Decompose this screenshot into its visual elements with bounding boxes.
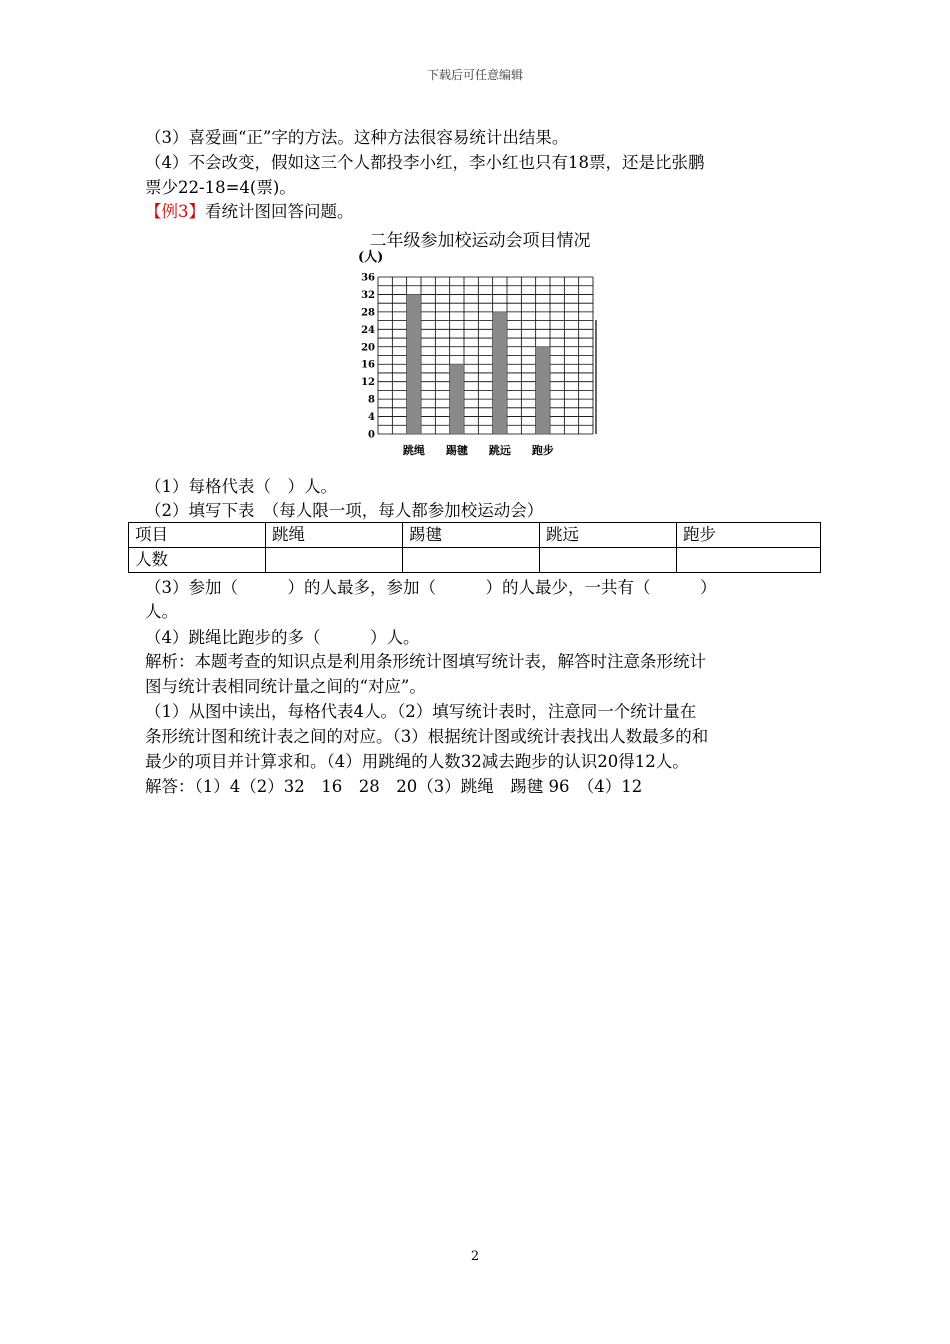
example-tag: 【例3】 xyxy=(145,202,205,221)
y-tick-label: 0 xyxy=(368,429,375,441)
y-tick-label: 8 xyxy=(368,394,375,406)
x-tick-label: 跳绳 xyxy=(402,444,425,457)
y-axis-label: (人) xyxy=(358,250,384,265)
table-cell: 人数 xyxy=(129,548,266,573)
analysis-line: （1）从图中读出，每格代表4人。（2）填写统计表时，注意同一个统计量在 xyxy=(145,702,697,721)
page-number: 2 xyxy=(470,1249,480,1264)
bar xyxy=(407,294,421,434)
y-tick-label: 16 xyxy=(361,359,375,371)
question-2: （2）填写下表 （每人限一项，每人都参加校运动会） xyxy=(145,501,544,520)
text-line: （4）不会改变，假如这三个人都投李小红，李小红也只有18票，还是比张鹏 xyxy=(145,153,705,172)
text-line: 票少22-18=4(票)。 xyxy=(145,178,296,197)
x-tick-label: 跳远 xyxy=(488,444,511,457)
table-cell: 跳远 xyxy=(540,523,677,548)
page-header: 下载后可任意编辑 xyxy=(426,68,523,82)
text-line: （3）喜爱画“正”字的方法。这种方法很容易统计出结果。 xyxy=(145,128,569,147)
question-4: （4）跳绳比跑步的多（ ）人。 xyxy=(145,628,420,647)
table-cell xyxy=(266,548,403,573)
text-line: 人。 xyxy=(145,602,178,621)
analysis-line: 条形统计图和统计表之间的对应。（3）根据统计图或统计表找出人数最多的和 xyxy=(145,727,709,746)
table-row xyxy=(129,548,821,573)
x-tick-label: 踢毽 xyxy=(445,444,468,457)
question-3: （3）参加（ ）的人最多，参加（ ）的人最少，一共有（ ） xyxy=(145,578,717,597)
table-cell xyxy=(403,548,540,573)
analysis-line: 图与统计表相同统计量之间的“对应”。 xyxy=(145,677,426,696)
x-tick-label: 跑步 xyxy=(531,444,554,457)
table-cell: 跑步 xyxy=(677,523,821,548)
table-cell: 项目 xyxy=(129,523,266,548)
example-text: 看统计图回答问题。 xyxy=(205,202,354,221)
question-1: （1）每格代表（ ）人。 xyxy=(145,477,337,496)
y-tick-label: 28 xyxy=(361,307,375,319)
table-row xyxy=(129,523,821,548)
chart-title: 二年级参加校运动会项目情况 xyxy=(369,231,591,251)
analysis-line: 最少的项目并计算求和。（4）用跳绳的人数32减去跑步的认识20得12人。 xyxy=(145,752,689,771)
answer-line: 解答：（1）4（2）32 16 28 20（3）跳绳 踢毽 96 （4）12 xyxy=(145,777,643,796)
y-tick-label: 36 xyxy=(361,272,375,284)
y-tick-label: 4 xyxy=(368,412,375,424)
example-heading xyxy=(145,200,825,224)
y-tick-label: 12 xyxy=(361,377,375,389)
bar-chart xyxy=(330,245,610,460)
table-cell: 踢毽 xyxy=(403,523,540,548)
bar xyxy=(450,364,464,434)
bar xyxy=(493,312,507,434)
fill-table xyxy=(128,522,821,573)
table-cell xyxy=(540,548,677,573)
y-tick-label: 24 xyxy=(361,324,375,336)
y-tick-label: 32 xyxy=(361,289,375,301)
table-cell xyxy=(677,548,821,573)
bar xyxy=(536,347,550,434)
y-tick-label: 20 xyxy=(361,342,375,354)
table-cell: 跳绳 xyxy=(266,523,403,548)
analysis-line: 解析：本题考查的知识点是利用条形统计图填写统计表，解答时注意条形统计 xyxy=(145,652,706,671)
